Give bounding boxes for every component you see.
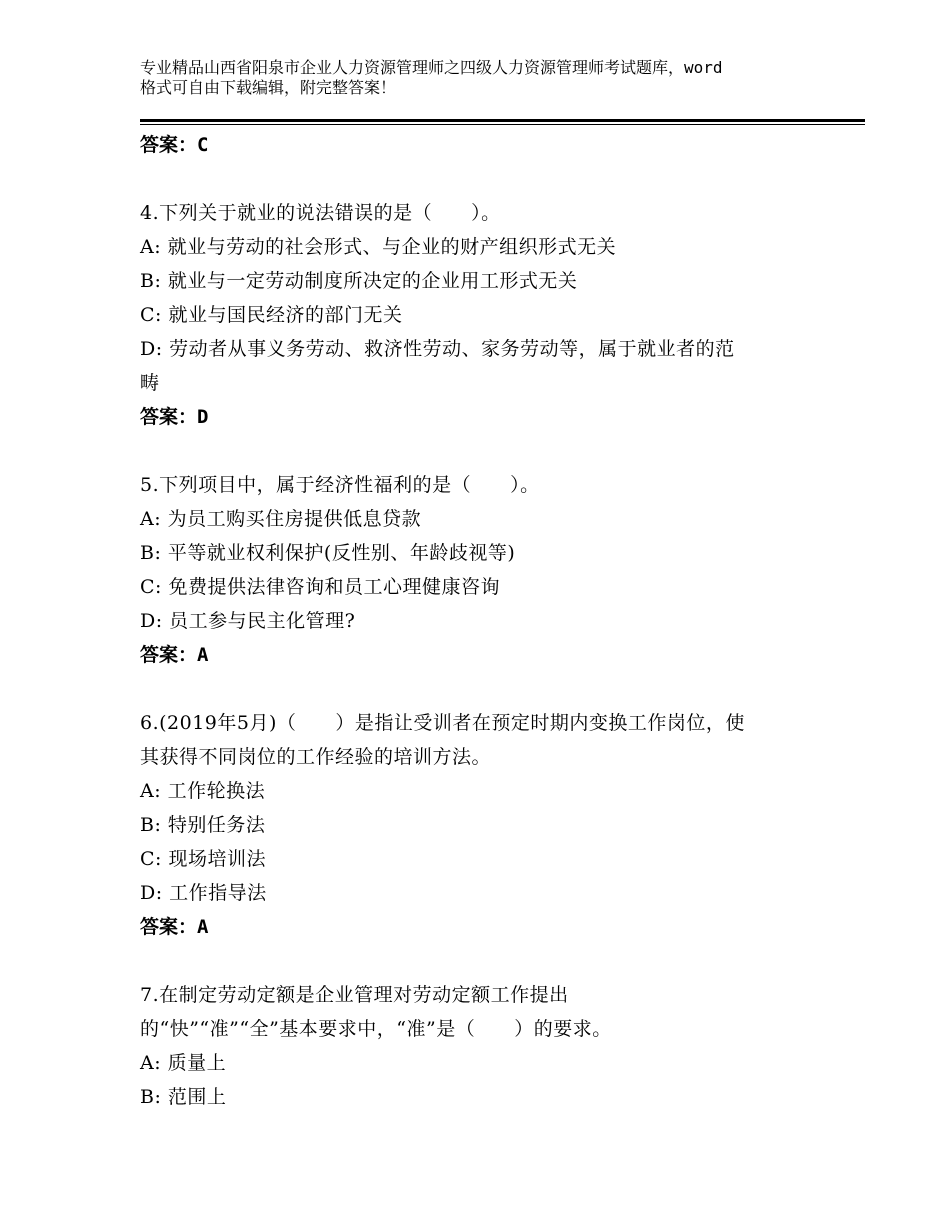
option-d-continued: 畴: [140, 372, 160, 394]
spacer: [140, 162, 820, 196]
question-stem: 6.(2019年5月)（ ）是指让受训者在预定时期内变换工作岗位，使: [140, 712, 745, 734]
document-body: [140, 128, 820, 1114]
question-4: [140, 196, 820, 434]
answer-q3: 答案：C: [140, 134, 209, 156]
question-5: [140, 468, 820, 672]
option-a: A: 工作轮换法: [140, 780, 266, 802]
header-line-1: 专业精品山西省阳泉市企业人力资源管理师之四级人力资源管理师考试题库，word: [140, 58, 723, 77]
option-b: B: 范围上: [140, 1086, 227, 1108]
question-stem: 7.在制定劳动定额是企业管理对劳动定额工作提出: [140, 984, 569, 1006]
option-c: C: 现场培训法: [140, 848, 266, 870]
option-d: D: 员工参与民主化管理?: [140, 610, 356, 632]
document-header: [140, 58, 830, 98]
question-stem: 4.下列关于就业的说法错误的是（ ）。: [140, 202, 501, 224]
option-a: A: 质量上: [140, 1052, 227, 1074]
answer-q4: 答案：D: [140, 406, 209, 428]
header-rule-thick: [140, 119, 865, 122]
question-stem-continued: 的“快”“准”“全”基本要求中，“准”是（ ）的要求。: [140, 1018, 612, 1040]
header-rule-thin: [140, 124, 865, 125]
question-7: [140, 978, 820, 1114]
question-stem: 5.下列项目中，属于经济性福利的是（ ）。: [140, 474, 540, 496]
option-c: C: 就业与国民经济的部门无关: [140, 304, 403, 326]
option-c: C: 免费提供法律咨询和员工心理健康咨询: [140, 576, 500, 598]
header-line-2: 格式可自由下载编辑，附完整答案！: [140, 78, 397, 97]
spacer: [140, 944, 820, 978]
answer-q6: 答案：A: [140, 916, 209, 938]
question-stem-continued: 其获得不同岗位的工作经验的培训方法。: [140, 746, 492, 768]
question-6: [140, 706, 820, 944]
option-a: A: 为员工购买住房提供低息贷款: [140, 508, 422, 530]
option-a: A: 就业与劳动的社会形式、与企业的财产组织形式无关: [140, 236, 617, 258]
spacer: [140, 672, 820, 706]
option-b: B: 平等就业权利保护(反性别、年龄歧视等): [140, 542, 516, 564]
option-d: D: 工作指导法: [140, 882, 267, 904]
spacer: [140, 434, 820, 468]
option-d: D: 劳动者从事义务劳动、救济性劳动、家务劳动等，属于就业者的范: [140, 338, 735, 360]
answer-q5: 答案：A: [140, 644, 209, 666]
option-b: B: 就业与一定劳动制度所决定的企业用工形式无关: [140, 270, 578, 292]
option-b: B: 特别任务法: [140, 814, 266, 836]
